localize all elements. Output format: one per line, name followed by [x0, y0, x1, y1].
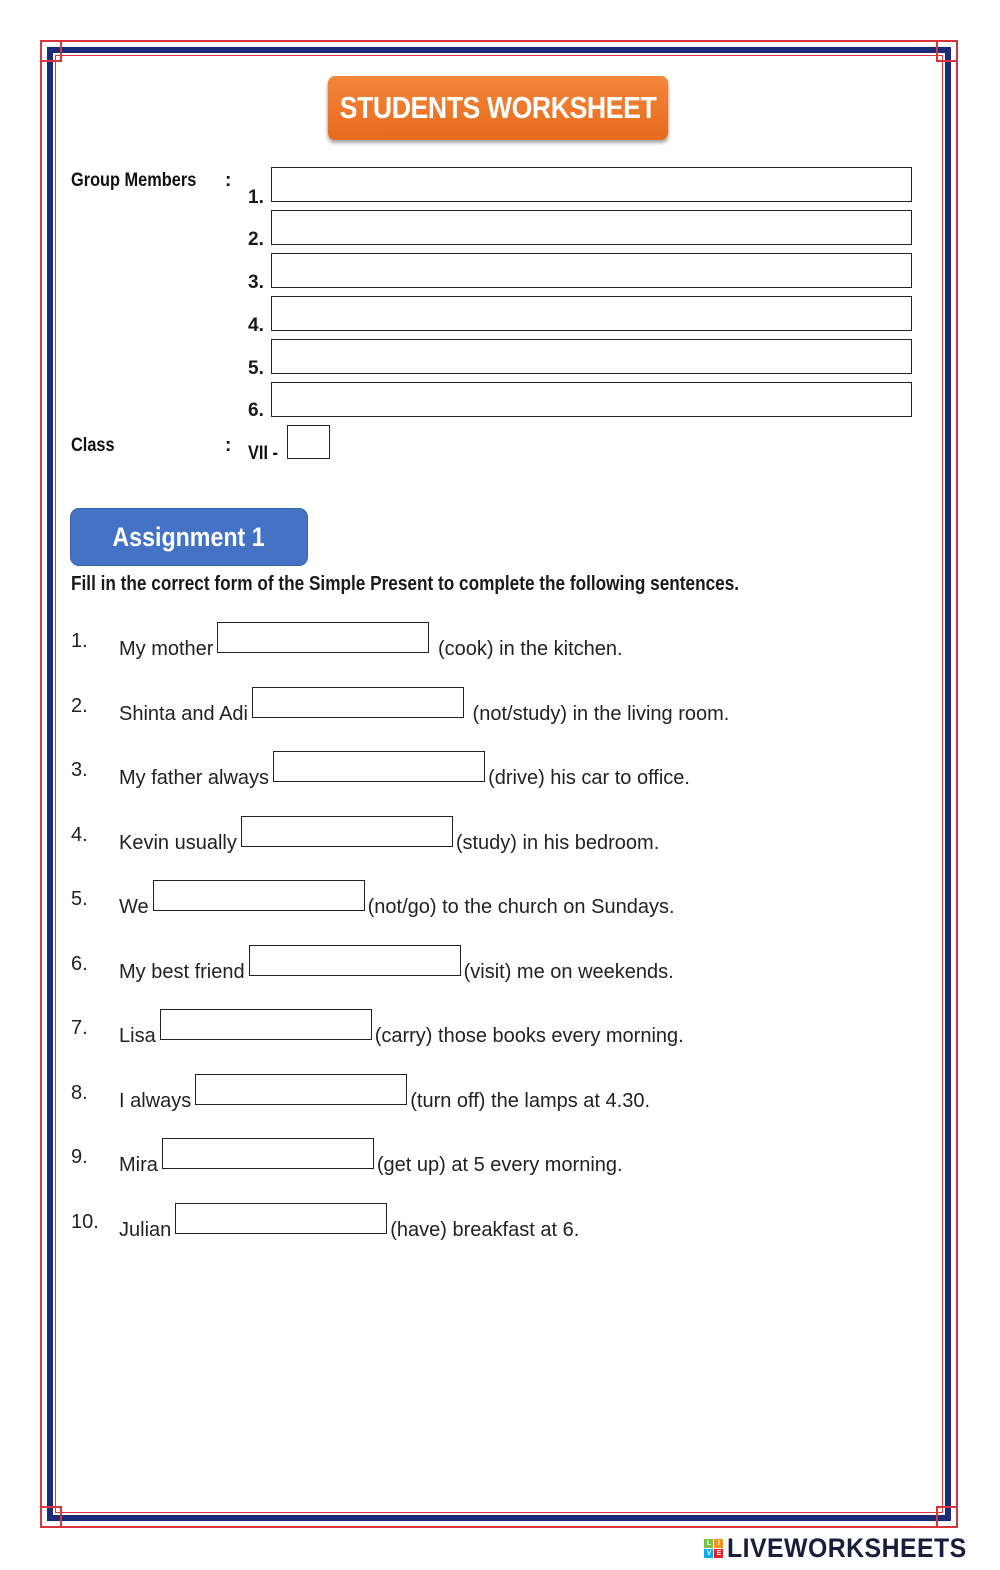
member-name-input-6[interactable] [271, 382, 912, 417]
sentence-after-blank: (carry) those books every morning. [374, 1025, 684, 1047]
logo-letter: L [704, 1539, 713, 1548]
liveworksheets-logo [704, 1533, 988, 1564]
logo-letter: V [704, 1549, 713, 1558]
answer-blank-input[interactable] [195, 1074, 407, 1105]
answer-blank-input[interactable] [217, 622, 429, 653]
sentence-text [119, 1211, 579, 1242]
member-number: 5. [248, 358, 264, 379]
member-name-input-3[interactable] [271, 253, 912, 288]
class-prefix: VII - [248, 443, 278, 464]
sentence-text [119, 695, 729, 726]
group-members-colon: : [225, 170, 232, 191]
sentence-text [119, 1146, 623, 1177]
sentence-text [119, 759, 690, 790]
frame-corner-bottom-left [40, 1506, 62, 1528]
sentence-before-blank: My best friend [119, 960, 245, 983]
answer-blank-input[interactable] [249, 945, 461, 976]
sentence-number: 2. [71, 694, 88, 717]
sentence-after-blank: (have) breakfast at 6. [390, 1218, 580, 1241]
member-name-input-4[interactable] [271, 296, 912, 331]
sentence-number: 9. [71, 1146, 88, 1168]
answer-blank-input[interactable] [241, 816, 453, 847]
answer-blank-input[interactable] [162, 1138, 374, 1169]
sentence-before-blank: Julian [119, 1218, 172, 1241]
sentence-before-blank: Shinta and Adi [119, 702, 248, 725]
sentence-number: 6. [71, 952, 88, 975]
sentence-number: 8. [71, 1081, 88, 1104]
sentence-after-blank: (drive) his car to office. [488, 767, 690, 789]
sentence-text [119, 824, 659, 855]
sentence-text [119, 630, 623, 661]
sentence-after-blank: (get up) at 5 every morning. [376, 1154, 623, 1176]
frame-corner-top-right [936, 40, 958, 62]
sentence-text [119, 888, 675, 919]
sentence-after-blank: (not/go) to the church on Sundays. [367, 896, 675, 918]
sentence-before-blank: My mother [119, 638, 214, 660]
sentence-number: 4. [71, 823, 88, 846]
sentence-number: 3. [71, 759, 88, 781]
class-colon: : [225, 435, 232, 456]
answer-blank-input[interactable] [252, 687, 464, 718]
member-name-input-1[interactable] [271, 167, 912, 202]
sentence-text [119, 1082, 650, 1113]
logo-letter: E [714, 1549, 723, 1558]
logo-letter: I [714, 1539, 723, 1548]
sentence-after-blank: (turn off) the lamps at 4.30. [410, 1089, 651, 1112]
member-number: 3. [248, 272, 264, 293]
sentence-before-blank: We [119, 896, 149, 918]
member-number: 4. [248, 315, 264, 336]
sentence-text [119, 953, 674, 984]
frame-corner-bottom-right [936, 1506, 958, 1528]
logo-text: LIVEWORKSHEETS [727, 1533, 968, 1563]
assignment-heading: Assignment 1 [70, 508, 308, 566]
sentence-number: 7. [71, 1017, 88, 1039]
answer-blank-input[interactable] [273, 751, 485, 782]
logo-squares-icon [704, 1539, 723, 1558]
sentence-text [119, 1017, 684, 1048]
member-number: 2. [248, 229, 264, 250]
sentence-before-blank: Kevin usually [119, 831, 237, 854]
sentence-after-blank: (not/study) in the living room. [467, 702, 730, 725]
answer-blank-input[interactable] [153, 880, 365, 911]
member-number: 1. [248, 187, 264, 208]
group-members-label: Group Members [71, 170, 197, 191]
sentence-before-blank: Lisa [119, 1025, 156, 1047]
sentence-number: 10. [71, 1210, 99, 1233]
sentence-before-blank: I always [119, 1089, 192, 1112]
sentence-before-blank: Mira [119, 1154, 158, 1176]
class-section-input[interactable] [287, 425, 330, 459]
sentence-number: 5. [71, 888, 88, 910]
sentence-after-blank: (cook) in the kitchen. [432, 638, 623, 660]
answer-blank-input[interactable] [175, 1203, 387, 1234]
sentence-number: 1. [71, 630, 88, 652]
class-label: Class [71, 435, 115, 456]
member-name-input-2[interactable] [271, 210, 912, 245]
sentence-after-blank: (study) in his bedroom. [455, 831, 660, 854]
member-name-input-5[interactable] [271, 339, 912, 374]
assignment-instruction: Fill in the correct form of the Simple Present to complete the following sentences. [71, 573, 740, 595]
answer-blank-input[interactable] [160, 1009, 372, 1040]
worksheet-title: STUDENTS WORKSHEET [328, 76, 669, 140]
sentence-after-blank: (visit) me on weekends. [463, 960, 674, 983]
sentence-before-blank: My father always [119, 767, 270, 789]
member-number: 6. [248, 400, 264, 421]
frame-corner-top-left [40, 40, 62, 62]
